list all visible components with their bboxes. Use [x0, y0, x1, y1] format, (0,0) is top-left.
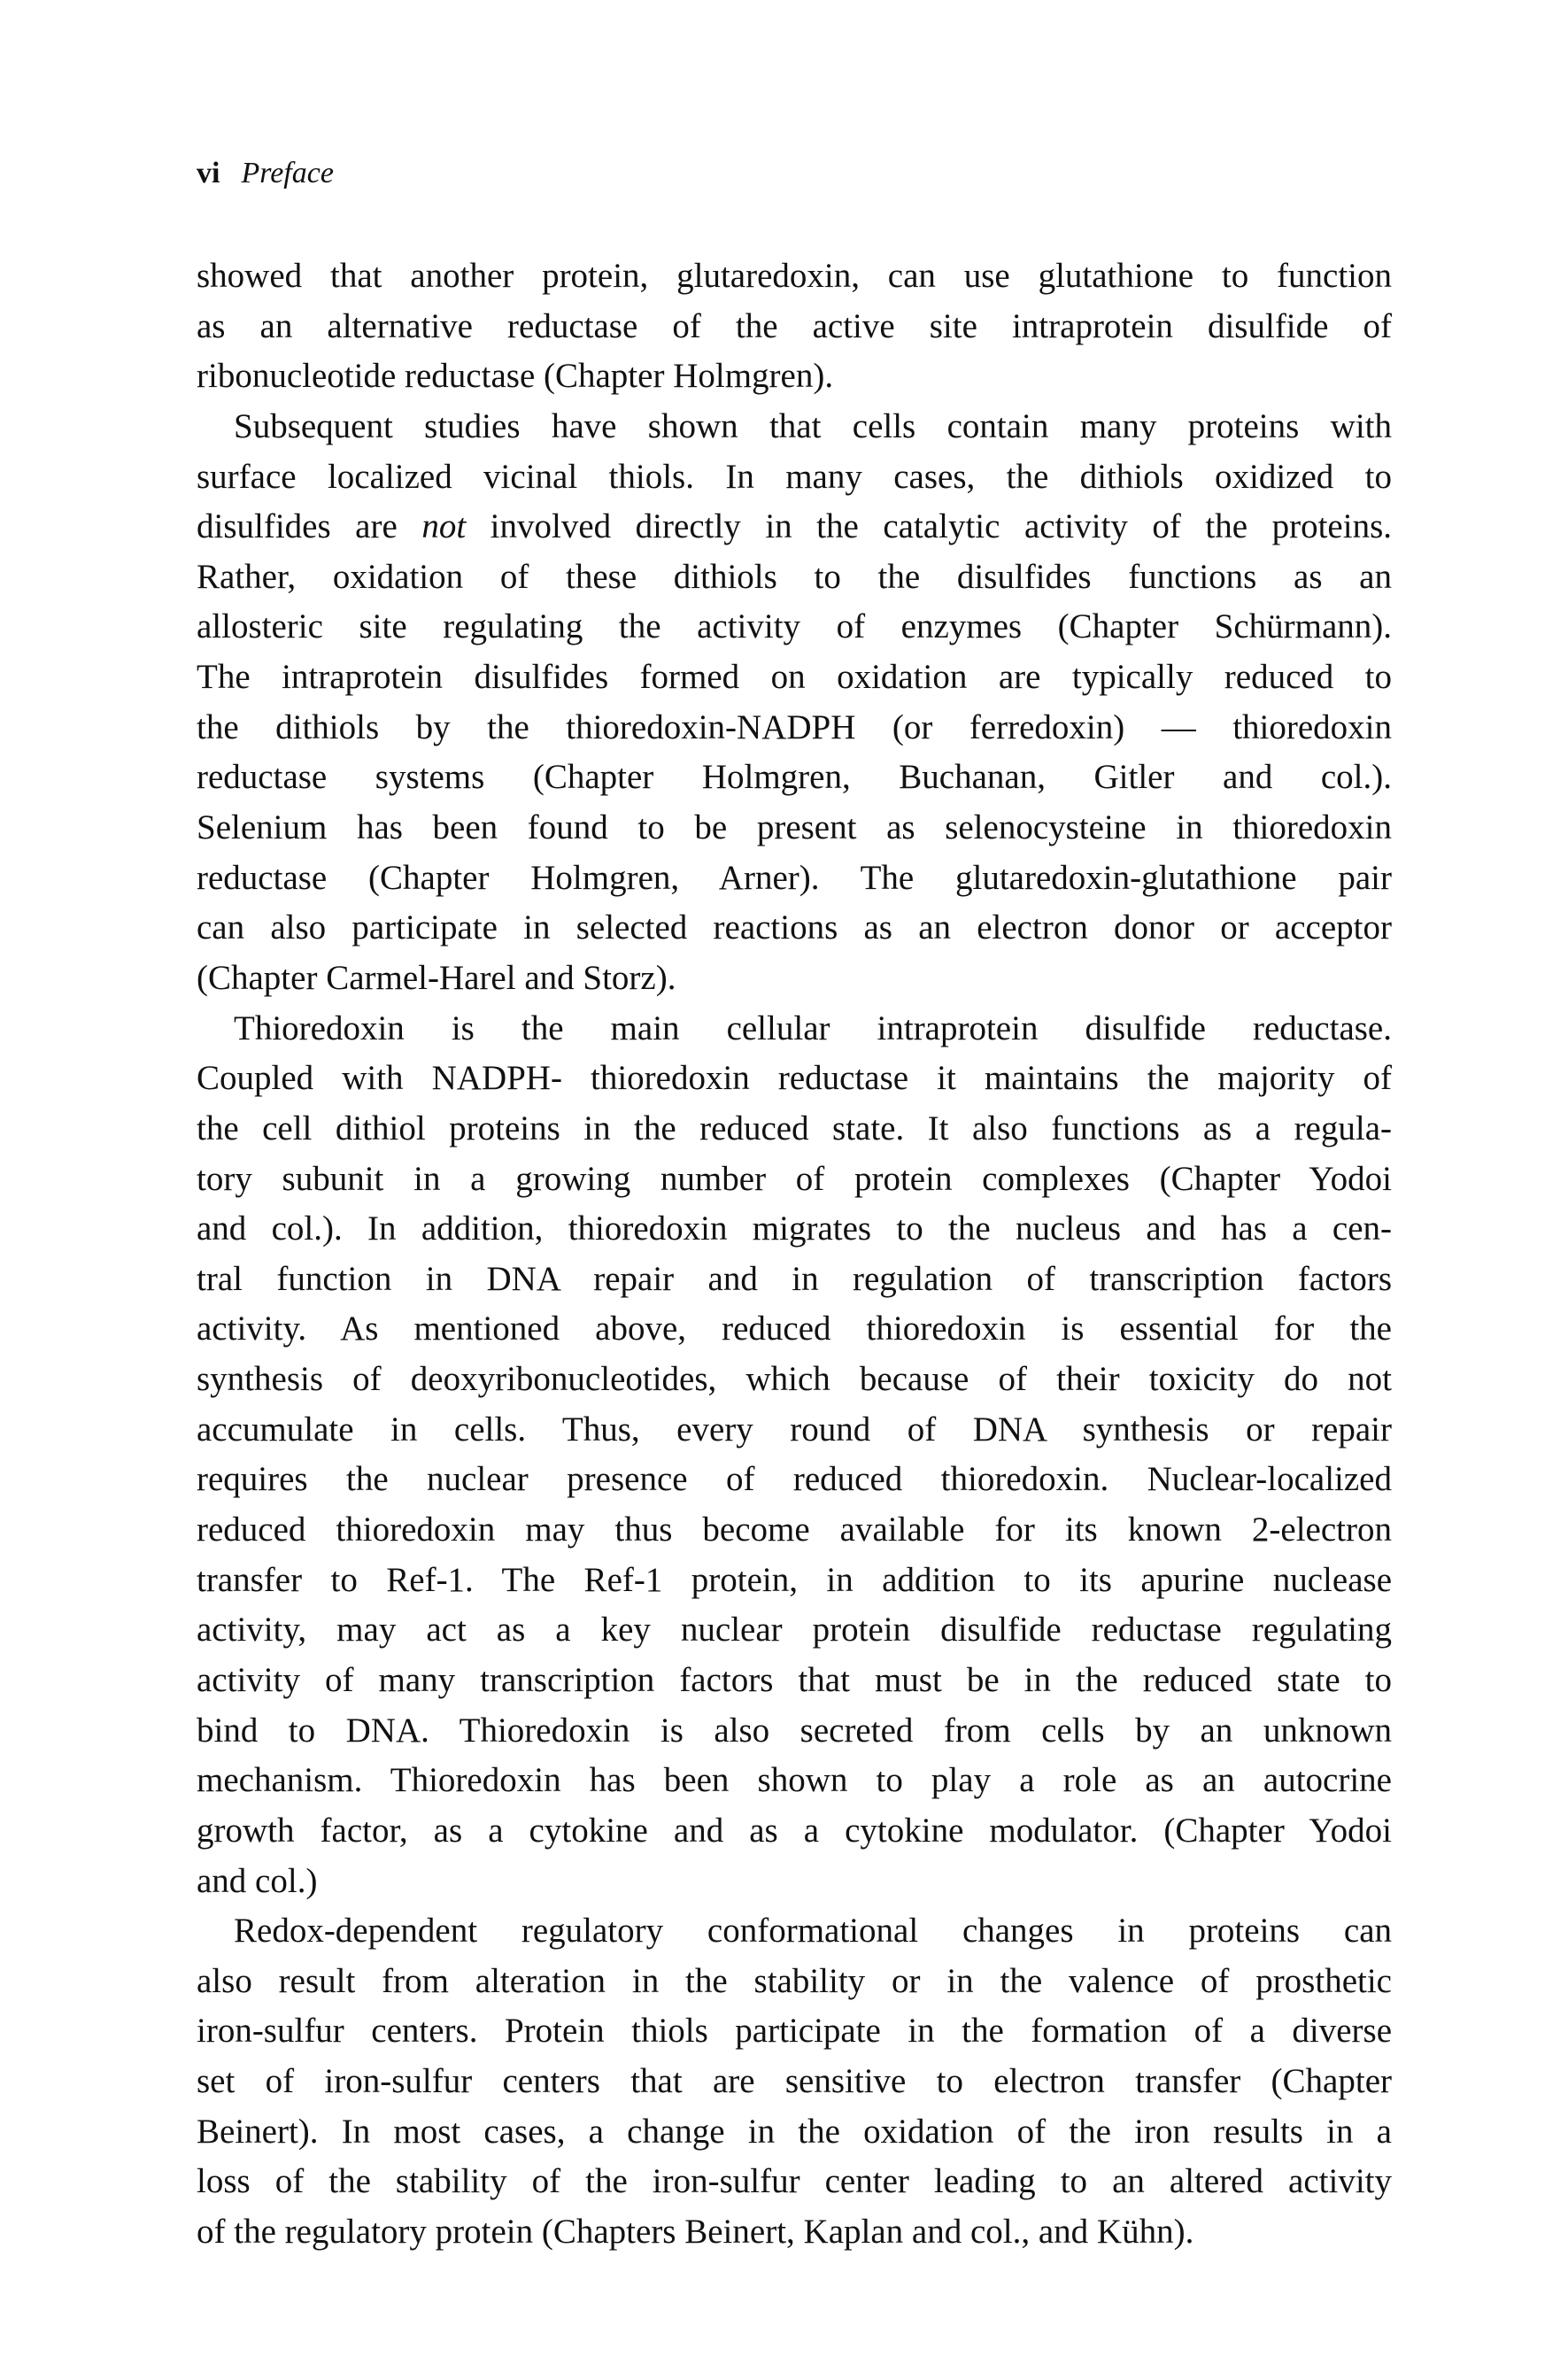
text-line: also result from alteration in the stability or in the valence of prosthetic [197, 1961, 1392, 2000]
body-text [197, 251, 1392, 2258]
page-number: vi [197, 157, 220, 189]
text-line: tral function in DNA repair and in regulation of transcription factors [197, 1259, 1392, 1298]
text-line: mechanism. Thioredoxin has been shown to play a role as an autocrine [197, 1761, 1392, 1800]
text-line: accumulate in cells. Thus, every round of DNA synthesis or repair [197, 1410, 1392, 1449]
text-line: Thioredoxin is the main cellular intraprotein disulfide reductase. [234, 1008, 1392, 1047]
text-line: growth factor, as a cytokine and as a cytokine modulator. (Chapter Yodoi [197, 1811, 1392, 1850]
text-line: of the regulatory protein (Chapters Beinert, Kaplan and col., and Kühn). [197, 2212, 1194, 2251]
text-line: allosteric site regulating the activity of enzymes (Chapter Schürmann). [197, 607, 1392, 646]
text-line: Coupled with NADPH- thioredoxin reductase it maintains the majority of [197, 1059, 1392, 1098]
text-line: Rather, oxidation of these dithiols to the disulfides functions as an [197, 557, 1392, 596]
running-head [197, 156, 334, 191]
text-line: as an alternative reductase of the active site intraprotein disulfide of [197, 306, 1392, 345]
text-line: Beinert). In most cases, a change in the oxidation of the iron results in a [197, 2112, 1392, 2151]
text-line: Subsequent studies have shown that cells contain many proteins with [234, 406, 1392, 445]
text-line: activity of many transcription factors that must be in the reduced state to [197, 1660, 1392, 1699]
paragraph [197, 1004, 1392, 1907]
text-line: tory subunit in a growing number of protein complexes (Chapter Yodoi [197, 1159, 1392, 1198]
text-line: reductase (Chapter Holmgren, Arner). The glutaredoxin-glutathione pair [197, 858, 1392, 897]
paragraph [197, 1906, 1392, 2257]
text-line: bind to DNA. Thioredoxin is also secreted from cells by an unknown [197, 1711, 1392, 1750]
text-line: ribonucleotide reductase (Chapter Holmgren). [197, 357, 834, 396]
text-line: the cell dithiol proteins in the reduced state. It also functions as a regula- [197, 1109, 1392, 1147]
text-line: requires the nuclear presence of reduced thioredoxin. Nuclear-localized [197, 1460, 1392, 1499]
text-line: and col.) [197, 1861, 318, 1900]
text-line: synthesis of deoxyribonucleotides, which because of their toxicity do not [197, 1360, 1392, 1399]
paragraph [197, 402, 1392, 1004]
text-line: surface localized vicinal thiols. In many cases, the dithiols oxidized to [197, 457, 1392, 496]
text-line: can also participate in selected reactions as an electron donor or acceptor [197, 908, 1392, 947]
text-line: the dithiols by the thioredoxin-NADPH (or ferredoxin) — thioredoxin [197, 707, 1392, 746]
text-line: (Chapter Carmel-Harel and Storz). [197, 958, 676, 997]
text-line: disulfides are not involved directly in the catalytic activity of the proteins. [197, 507, 1392, 546]
text-line: and col.). In addition, thioredoxin migrates to the nucleus and has a cen- [197, 1209, 1392, 1248]
text-line: showed that another protein, glutaredoxin, can use glutathione to function [197, 257, 1392, 295]
emphasis: not [421, 507, 467, 546]
text-line: Selenium has been found to be present as selenocysteine in thioredoxin [197, 808, 1392, 847]
text-line: activity. As mentioned above, reduced thioredoxin is essential for the [197, 1310, 1392, 1348]
running-head-title: Preface [241, 157, 334, 189]
text-line: Redox-dependent regulatory conformational changes in proteins can [234, 1912, 1392, 1951]
text-line: reductase systems (Chapter Holmgren, Buchanan, Gitler and col.). [197, 758, 1392, 797]
text-line: activity, may act as a key nuclear protein disulfide reductase regulating [197, 1611, 1392, 1650]
text-line: iron-sulfur centers. Protein thiols participate in the formation of a diverse [197, 2012, 1392, 2051]
text-line: loss of the stability of the iron-sulfur center leading to an altered activity [197, 2162, 1392, 2201]
text-line: set of iron-sulfur centers that are sensitive to electron transfer (Chapter [197, 2062, 1392, 2101]
text-line: reduced thioredoxin may thus become available for its known 2-electron [197, 1511, 1392, 1549]
paragraph [197, 251, 1392, 402]
text-line: transfer to Ref-1. The Ref-1 protein, in addition to its apurine nuclease [197, 1560, 1392, 1599]
text-line: The intraprotein disulfides formed on oxidation are typically reduced to [197, 658, 1392, 697]
